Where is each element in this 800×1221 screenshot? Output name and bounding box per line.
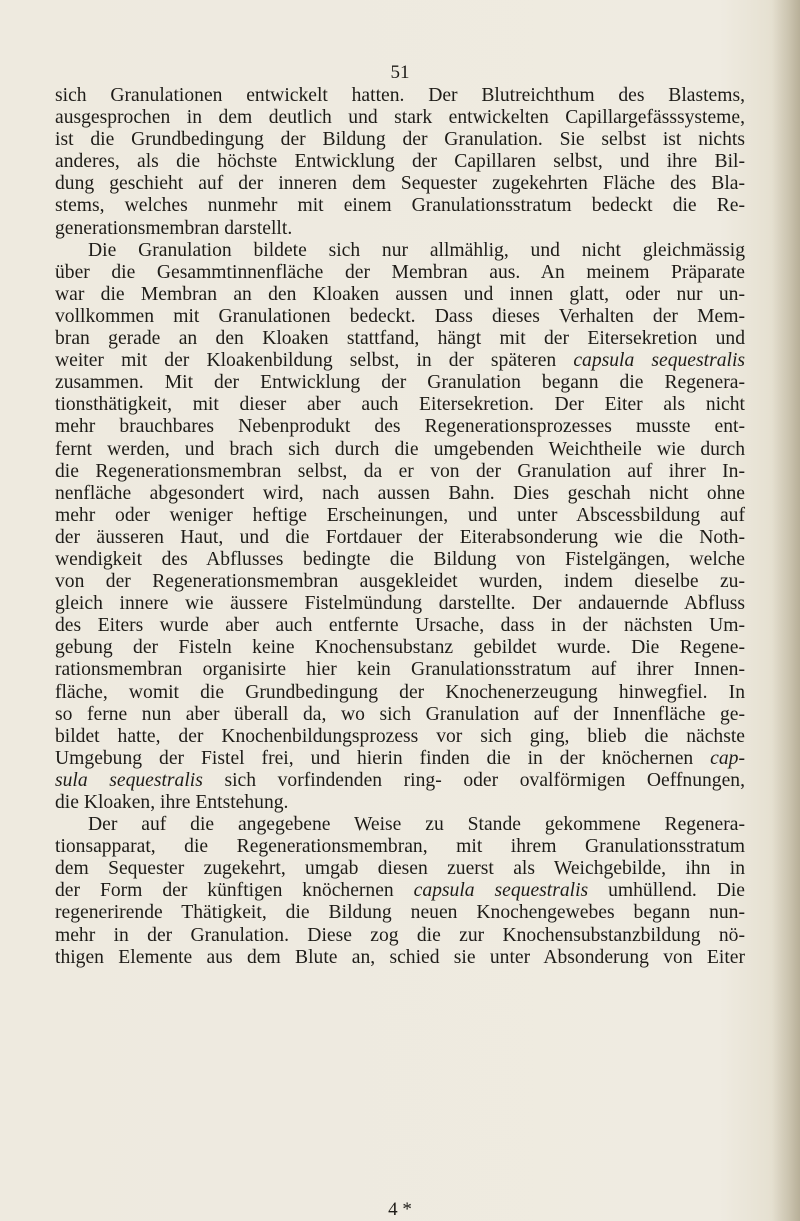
text-line: thigen Elemente aus dem Blute an, schied sie unter Absonderung von Eiter <box>55 946 745 968</box>
text-line: des Eiters wurde aber auch entfernte Ursache, dass in der nächsten Um- <box>55 615 745 637</box>
text-line: Der auf die angegebene Weise zu Stande gekommene Regenera- <box>88 814 745 836</box>
text-line: mehr oder weniger heftige Erscheinungen, und unter Abscessbildung auf <box>55 504 745 526</box>
text-line: fläche, womit die Grundbedingung der Knochenerzeugung hinwegfiel. In <box>55 681 745 703</box>
text-line: sich Granulationen entwickelt hatten. Der Blutreichthum des Blastems, <box>55 85 745 106</box>
text-line: stems, welches nunmehr mit einem Granulationsstratum bedeckt die Re- <box>55 195 745 217</box>
text-line: der Form der künftigen knöchernen capsula sequestralis umhüllend. Die <box>55 880 745 902</box>
text-line: mehr brauchbares Nebenprodukt des Regenerationsprozesses musste ent- <box>55 416 745 438</box>
text-line: mehr in der Granulation. Diese zog die zur Knochensubstanzbildung nö- <box>55 924 745 946</box>
text-line: regenerirende Thätigkeit, die Bildung neuen Knochengewebes begann nun- <box>55 902 745 924</box>
text-line: so ferne nun aber überall da, wo sich Granulation auf der Innenfläche ge- <box>55 703 745 725</box>
text-line: Die Granulation bildete sich nur allmählig, und nicht gleichmässig <box>88 239 745 261</box>
text-line: tionsthätigkeit, mit dieser aber auch Eitersekretion. Der Eiter als nicht <box>55 394 745 416</box>
text-line: tionsapparat, die Regenerationsmembran, mit ihrem Granulationsstratum <box>55 836 745 858</box>
text-line: ist die Grundbedingung der Bildung der Granulation. Sie selbst ist nichts <box>55 129 745 151</box>
text-line: gebung der Fisteln keine Knochensubstanz gebildet wurde. Die Regene- <box>55 637 745 659</box>
text-line: war die Membran an den Kloaken aussen und innen glatt, oder nur un- <box>55 283 745 305</box>
paragraph-1 <box>55 85 745 240</box>
text-line: von der Regenerationsmembran ausgekleidet wurden, indem dieselbe zu- <box>55 571 745 593</box>
text-line: bildet hatte, der Knochenbildungsprozess vor sich ging, blieb die nächste <box>55 725 745 747</box>
text-line: Umgebung der Fistel frei, und hierin finden die in der knöchernen cap- <box>55 747 745 769</box>
text-line: sula sequestralis sich vorfindenden ring- oder ovalförmigen Oeffnungen, <box>55 769 745 791</box>
text-line: die Regenerationsmembran selbst, da er von der Granulation auf ihrer In- <box>55 460 745 482</box>
text-line: weiter mit der Kloakenbildung selbst, in der späteren capsula sequestralis <box>55 350 746 372</box>
text-line: wendigkeit des Abflusses bedingte die Bildung von Fistelgängen, welche <box>55 548 745 570</box>
text-line: der äusseren Haut, und die Fortdauer der Eiterabsonderung wie die Noth- <box>55 526 745 548</box>
page-edge-shadow <box>772 0 800 1221</box>
paragraph-3 <box>55 814 745 969</box>
text-line: rationsmembran organisirte hier kein Granulationsstratum auf ihrer Innen- <box>55 659 745 681</box>
paragraph-2 <box>55 240 745 814</box>
text-line: dem Sequester zugekehrt, umgab diesen zuerst als Weichgebilde, ihn in <box>55 858 745 880</box>
page-number: 51 <box>390 62 410 83</box>
text-line: über die Gesammtinnenfläche der Membran aus. An meinem Präparate <box>55 261 745 283</box>
text-line: fernt werden, und brach sich durch die umgebenden Weichtheile wie durch <box>55 438 745 460</box>
text-line: dung geschieht auf der inneren dem Sequester zugekehrten Fläche des Bla- <box>55 173 745 195</box>
text-line: zusammen. Mit der Entwicklung der Granulation begann die Regenera- <box>55 372 745 394</box>
text-line: bran gerade an den Kloaken stattfand, hängt mit der Eitersekretion und <box>55 328 745 350</box>
text-line: gleich innere wie äussere Fistelmündung darstellte. Der andauernde Abfluss <box>55 593 745 615</box>
text-line: ausgesprochen in dem deutlich und stark entwickelten Capillargefässsysteme, <box>55 107 745 129</box>
text-line: generationsmembran darstellt. <box>55 217 293 239</box>
signature-mark: 4 * <box>388 1199 412 1220</box>
text-line: die Kloaken, ihre Entstehung. <box>55 792 289 813</box>
text-line: anderes, als die höchste Entwicklung der Capillaren selbst, und ihre Bil- <box>55 151 745 173</box>
text-line: nenfläche abgesondert wird, nach aussen Bahn. Dies geschah nicht ohne <box>55 482 745 504</box>
body-text <box>55 85 745 969</box>
text-line: vollkommen mit Granulationen bedeckt. Dass dieses Verhalten der Mem- <box>55 305 745 327</box>
